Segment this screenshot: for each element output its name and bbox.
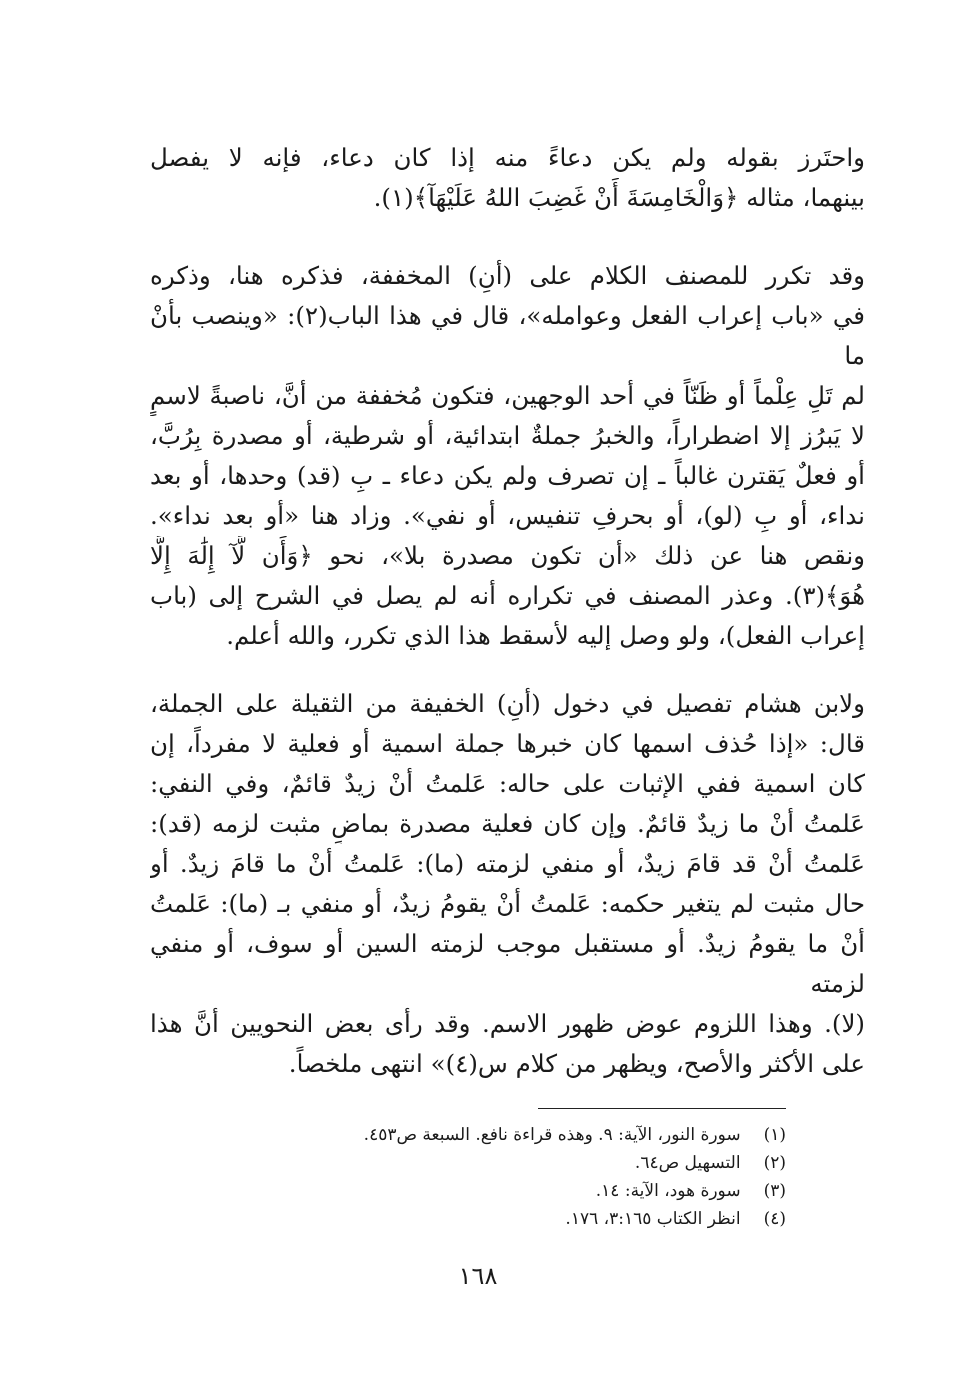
footnotes <box>300 1121 786 1233</box>
footnote-item <box>300 1121 786 1149</box>
text-line: ولابن هشام تفصيل في دخول (أنِ) الخفيفة من الثقيلة على الجملة، <box>150 689 865 718</box>
text-line: كان اسمية ففي الإثبات على حاله: عَلمتُ أنْ زيدٌ قائمٌ، وفي النفي: <box>150 769 865 798</box>
text-line: على الأكثر والأصح، ويظهر من كلام س(٤)» انتهى ملخصاً. <box>288 1049 865 1078</box>
text-line: في «باب إعراب الفعل وعوامله»، قال في هذا الباب(٢): «وينصب بأنْ ما <box>150 301 865 370</box>
footnote-number: (١) <box>763 1125 786 1145</box>
footnote-item <box>300 1177 786 1205</box>
paragraph-3 <box>150 684 865 1084</box>
footnote-number: (٤) <box>763 1209 786 1229</box>
text-line: لا يَبرُز إلا اضطراراً، والخبرُ جملةٌ ابتدائية، أو شرطية، أو مصدرة بِرُبَّ، <box>150 421 865 450</box>
footnote-number: (٣) <box>763 1181 786 1201</box>
text-line: واحتَرز بقوله ولم يكن دعاءً منه إذا كان دعاء، فإنه لا يفصل <box>150 143 865 172</box>
text-line: عَلمتُ أنْ قد قامَ زيدٌ، أو منفي لزمته (ما): عَلمتُ أنْ ما قامَ زيدٌ. أو <box>150 849 865 878</box>
paragraph-1 <box>150 138 865 218</box>
footnote-text: سورة النور، الآية: ٩. وهذه قراءة نافع. السبعة ص٤٥٣. <box>363 1125 741 1145</box>
text-line: ونقص هنا عن ذلك «أن تكون مصدرة بلا»، نحو ﴿وَأَن لَّآ إِلَٰهَ إِلَّا <box>150 541 865 570</box>
text-line: عَلمتُ أنْ ما زيدٌ قائمٌ. وإن كان فعلية مصدرة بماضٍ مثبت لزمه (قد): <box>150 809 865 838</box>
text-line: إعراب الفعل)، ولو وصل إليه لأسقط هذا الذي تكرر، والله أعلم. <box>226 621 865 650</box>
text-line: أنْ ما يقومُ زيدٌ. أو مستقبل موجب لزمته السين أو سوف، أو منفي لزمته <box>150 929 865 998</box>
text-line: وقد تكرر للمصنف الكلام على (أنِ) المخففة، فذكره هنا، وذكره <box>150 261 865 290</box>
text-line: لم تَلِ عِلْماً أو ظَنّاً في أحد الوجهين، فتكون مُخففة من أنَّ، ناصبةً لاسمٍ <box>150 381 865 410</box>
footnote-text: انظر الكتاب ٣:١٦٥، ١٧٦. <box>565 1209 741 1229</box>
text-line: نداء، أو بِ (لو)، أو بحرفِ تنفيس، أو نفي». وزاد هنا «أو بعد نداء». <box>150 501 865 530</box>
footnote-text: سورة هود، الآية: ١٤. <box>595 1181 741 1201</box>
text-line: حال مثبت لم يتغير حكمه: عَلمتُ أنْ يقومُ زيدٌ، أو منفي بـ (ما): عَلمتُ <box>150 889 865 918</box>
text-line: بينهما، مثاله ﴿وَالْخَامِسَةَ أَنْ غَضِبَ اللهُ عَلَيْهَآ﴾(١). <box>373 183 865 212</box>
text-line: (لا). وهذا اللزوم عوض ظهور الاسم. وقد رأى بعض النحويين أنَّ هذا <box>150 1009 865 1038</box>
text-line: أو فعلٌ يَقترن غالباً ـ إن تصرف ولم يكن دعاء ـ بِ (قد) وحدها، أو بعد <box>150 461 865 490</box>
footnote-item <box>300 1205 786 1233</box>
paragraph-2 <box>150 256 865 656</box>
footnote-item <box>300 1149 786 1177</box>
footnote-text: التسهيل ص٦٤. <box>634 1153 741 1173</box>
text-line: قال: «إذا حُذف اسمها كان خبرها جملة اسمية أو فعلية لا مفرداً، إن <box>150 729 865 758</box>
text-line: هُوَ﴾(٣). وعذر المصنف في تكراره أنه لم يصل في الشرح إلى (باب <box>150 581 865 610</box>
page-number: ١٦٨ <box>458 1262 498 1290</box>
footnote-number: (٢) <box>763 1153 786 1173</box>
footnote-divider <box>538 1108 786 1109</box>
